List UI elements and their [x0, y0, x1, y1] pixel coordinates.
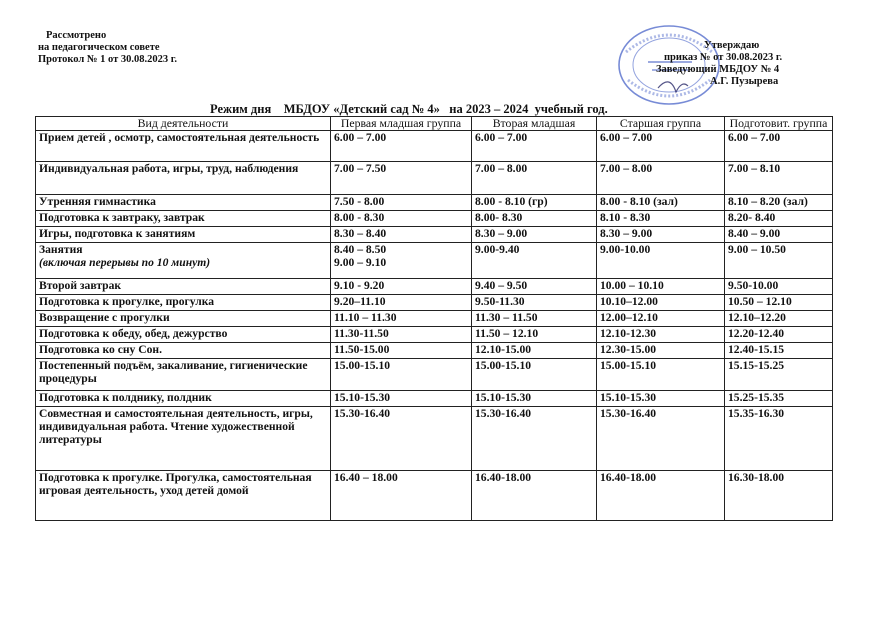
table-row [36, 391, 833, 407]
table-row [36, 343, 833, 359]
time-cell: 9.20–11.10 [331, 295, 472, 311]
table-row [36, 471, 833, 521]
time-cell: 10.10–12.00 [597, 295, 725, 311]
table-row [36, 211, 833, 227]
time-cell: 16.40 – 18.00 [331, 471, 472, 521]
table-row [36, 407, 833, 471]
time-cell: 11.10 – 11.30 [331, 311, 472, 327]
column-header-group: Подготовит. группа [725, 117, 833, 131]
time-cell: 7.00 – 8.00 [472, 162, 597, 195]
column-header-group: Старшая группа [597, 117, 725, 131]
time-cell: 8.10 – 8.20 (зал) [725, 195, 833, 211]
time-cell: 12.10-12.30 [597, 327, 725, 343]
activity-cell: Игры, подготовка к занятиям [36, 227, 331, 243]
table-header-row [36, 117, 833, 131]
page-title: Режим дня МБДОУ «Детский сад № 4» на 2023 – 2024 учебный год. [210, 102, 608, 116]
time-cell: 16.30-18.00 [725, 471, 833, 521]
time-cell: 15.15-15.25 [725, 359, 833, 391]
time-cell: 7.50 - 8.00 [331, 195, 472, 211]
time-cell [331, 243, 472, 279]
time-cell: 15.00-15.10 [331, 359, 472, 391]
column-header-activity: Вид деятельности [36, 117, 331, 131]
activity-cell: Подготовка к обеду, обед, дежурство [36, 327, 331, 343]
time-cell: 7.00 – 8.00 [597, 162, 725, 195]
time-cell: 15.10-15.30 [331, 391, 472, 407]
time-value: 8.40 – 8.50 [334, 243, 387, 256]
time-cell: 12.00–12.10 [597, 311, 725, 327]
time-cell: 12.10–12.20 [725, 311, 833, 327]
time-cell: 15.10-15.30 [472, 391, 597, 407]
time-cell: 7.00 – 7.50 [331, 162, 472, 195]
time-cell: 6.00 – 7.00 [725, 131, 833, 162]
column-header-group: Первая младшая группа [331, 117, 472, 131]
table-row [36, 227, 833, 243]
time-cell: 15.30-16.40 [331, 407, 472, 471]
time-cell: 8.00- 8.30 [472, 211, 597, 227]
time-cell: 8.40 – 9.00 [725, 227, 833, 243]
activity-cell: Утренняя гимнастика [36, 195, 331, 211]
approval-note-line: Заведующий МБДОУ № 4 [656, 64, 780, 75]
time-cell: 12.20-12.40 [725, 327, 833, 343]
time-cell: 10.50 – 12.10 [725, 295, 833, 311]
review-note [38, 30, 177, 66]
activity-cell: Подготовка к прогулке, прогулка [36, 295, 331, 311]
time-cell: 15.00-15.10 [472, 359, 597, 391]
table-row [36, 131, 833, 162]
activity-title: Занятия [39, 243, 83, 256]
time-cell: 10.00 – 10.10 [597, 279, 725, 295]
activity-cell: Индивидуальная работа, игры, труд, наблюдения [36, 162, 331, 195]
time-cell: 8.30 – 9.00 [597, 227, 725, 243]
activity-cell: Возвращение с прогулки [36, 311, 331, 327]
time-cell: 11.30-11.50 [331, 327, 472, 343]
table-row [36, 243, 833, 279]
activity-cell: Подготовка ко сну Сон. [36, 343, 331, 359]
time-cell: 16.40-18.00 [597, 471, 725, 521]
time-cell: 9.00-9.40 [472, 243, 597, 279]
time-cell: 15.30-16.40 [597, 407, 725, 471]
time-cell: 8.00 - 8.10 (гр) [472, 195, 597, 211]
time-cell: 15.25-15.35 [725, 391, 833, 407]
time-cell: 8.30 – 8.40 [331, 227, 472, 243]
approval-note-line: А.Г. Пузырева [710, 76, 779, 87]
time-cell: 11.50 – 12.10 [472, 327, 597, 343]
table-row [36, 162, 833, 195]
time-cell: 6.00 – 7.00 [472, 131, 597, 162]
approval-note-line: приказ № от 30.08.2023 г. [664, 52, 783, 63]
activity-cell: Прием детей , осмотр, самостоятельная деятельность [36, 131, 331, 162]
activity-cell: Постепенный подъём, закаливание, гигиенические процедуры [36, 359, 331, 391]
table-row [36, 295, 833, 311]
time-cell: 12.10-15.00 [472, 343, 597, 359]
approval-note [656, 40, 782, 88]
time-cell: 15.35-16.30 [725, 407, 833, 471]
time-cell: 9.40 – 9.50 [472, 279, 597, 295]
time-cell: 7.00 – 8.10 [725, 162, 833, 195]
table-row [36, 327, 833, 343]
time-value: 9.00 – 9.10 [334, 256, 387, 269]
time-cell: 8.20- 8.40 [725, 211, 833, 227]
time-cell: 15.00-15.10 [597, 359, 725, 391]
activity-note: (включая перерывы по 10 минут) [39, 256, 211, 269]
activity-cell: Подготовка к полднику, полдник [36, 391, 331, 407]
time-cell: 15.30-16.40 [472, 407, 597, 471]
time-cell: 11.50-15.00 [331, 343, 472, 359]
time-cell: 9.00 – 10.50 [725, 243, 833, 279]
time-cell: 9.50-10.00 [725, 279, 833, 295]
time-cell: 8.00 - 8.10 (зал) [597, 195, 725, 211]
activity-cell: Подготовка к прогулке. Прогулка, самостоятельная игровая деятельность, уход детей домой [36, 471, 331, 521]
time-cell: 6.00 – 7.00 [331, 131, 472, 162]
table-row [36, 359, 833, 391]
review-note-line: Рассмотрено [46, 30, 107, 41]
schedule-table [35, 116, 833, 521]
table-row [36, 311, 833, 327]
table-row [36, 279, 833, 295]
time-cell: 6.00 – 7.00 [597, 131, 725, 162]
time-cell: 9.10 - 9.20 [331, 279, 472, 295]
approval-note-line: Утверждаю [704, 40, 760, 51]
activity-cell: Подготовка к завтраку, завтрак [36, 211, 331, 227]
activity-cell [36, 243, 331, 279]
review-note-line: на педагогическом совете [38, 42, 160, 53]
time-cell: 8.00 - 8.30 [331, 211, 472, 227]
time-cell: 12.30-15.00 [597, 343, 725, 359]
activity-cell: Совместная и самостоятельная деятельность, игры, индивидуальная работа. Чтение художественной литературы [36, 407, 331, 471]
time-cell: 15.10-15.30 [597, 391, 725, 407]
time-cell: 9.50-11.30 [472, 295, 597, 311]
time-cell: 11.30 – 11.50 [472, 311, 597, 327]
time-cell: 8.30 – 9.00 [472, 227, 597, 243]
activity-cell: Второй завтрак [36, 279, 331, 295]
time-cell: 16.40-18.00 [472, 471, 597, 521]
column-header-group: Вторая младшая [472, 117, 597, 131]
table-row [36, 195, 833, 211]
review-note-line: Протокол № 1 от 30.08.2023 г. [38, 54, 177, 65]
time-cell: 9.00-10.00 [597, 243, 725, 279]
time-cell: 8.10 - 8.30 [597, 211, 725, 227]
time-cell: 12.40-15.15 [725, 343, 833, 359]
